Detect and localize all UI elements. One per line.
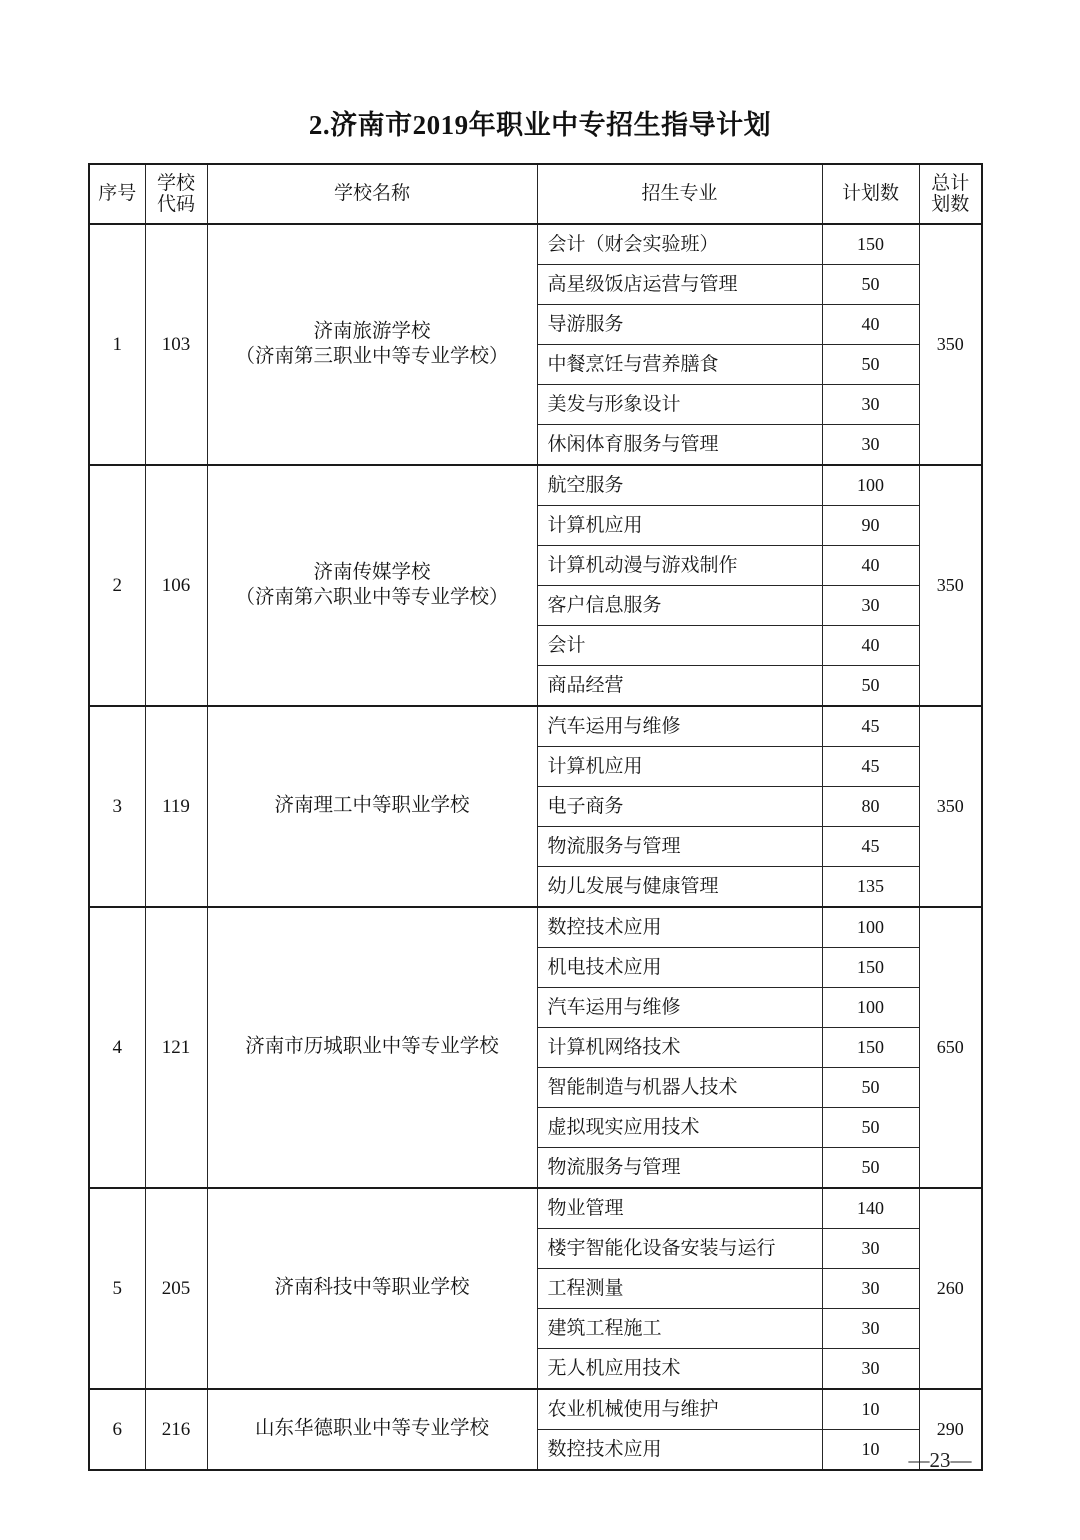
cell-major-name: 虚拟现实应用技术 <box>537 1108 822 1148</box>
column-header-total <box>919 164 982 224</box>
header-index-label: 序号 <box>98 183 137 205</box>
school-name-main: 济南科技中等职业学校 <box>274 1277 470 1299</box>
cell-plan-count: 50 <box>822 1108 919 1148</box>
cell-plan-count: 45 <box>822 706 919 747</box>
cell-total-plan: 350 <box>919 224 982 465</box>
cell-plan-count: 150 <box>822 224 919 265</box>
cell-plan-count: 30 <box>822 385 919 425</box>
cell-school-name <box>207 1188 537 1389</box>
cell-major-name: 幼儿发展与健康管理 <box>537 867 822 908</box>
cell-major-name: 机电技术应用 <box>537 948 822 988</box>
cell-plan-count: 40 <box>822 546 919 586</box>
cell-major-name: 楼宇智能化设备安装与运行 <box>537 1229 822 1269</box>
cell-major-name: 计算机应用 <box>537 747 822 787</box>
cell-major-name: 无人机应用技术 <box>537 1349 822 1390</box>
school-name-main: 济南市历城职业中等专业学校 <box>245 1036 499 1058</box>
cell-plan-count: 30 <box>822 425 919 466</box>
cell-school-code: 121 <box>145 907 207 1188</box>
cell-plan-count: 50 <box>822 1068 919 1108</box>
cell-major-name: 数控技术应用 <box>537 1430 822 1471</box>
table-row <box>89 224 982 265</box>
cell-total-plan: 350 <box>919 706 982 907</box>
cell-school-name <box>207 907 537 1188</box>
cell-major-name: 航空服务 <box>537 465 822 506</box>
cell-school-name <box>207 465 537 706</box>
cell-plan-count: 150 <box>822 948 919 988</box>
table-row <box>89 465 982 506</box>
cell-school-code: 216 <box>145 1389 207 1470</box>
cell-major-name: 计算机网络技术 <box>537 1028 822 1068</box>
table-row <box>89 1389 982 1430</box>
cell-major-name: 导游服务 <box>537 305 822 345</box>
header-school-name-label: 学校名称 <box>333 183 410 205</box>
cell-plan-count: 30 <box>822 1349 919 1390</box>
cell-school-code: 119 <box>145 706 207 907</box>
cell-major-name: 数控技术应用 <box>537 907 822 948</box>
cell-major-name: 休闲体育服务与管理 <box>537 425 822 466</box>
page-footer <box>0 1448 1080 1473</box>
cell-plan-count: 50 <box>822 1148 919 1189</box>
cell-plan-count: 30 <box>822 1229 919 1269</box>
cell-plan-count: 30 <box>822 1269 919 1309</box>
header-total-line2: 划数 <box>931 194 970 215</box>
cell-major-name: 会计 <box>537 626 822 666</box>
table-body <box>89 224 982 1470</box>
cell-plan-count: 80 <box>822 787 919 827</box>
cell-index: 4 <box>89 907 145 1188</box>
cell-major-name: 电子商务 <box>537 787 822 827</box>
cell-major-name: 计算机应用 <box>537 506 822 546</box>
cell-index: 5 <box>89 1188 145 1389</box>
column-header-school-name <box>207 164 537 224</box>
cell-plan-count: 90 <box>822 506 919 546</box>
school-name-alt: （济南第三职业中等专业学校） <box>235 345 509 367</box>
cell-major-name: 物流服务与管理 <box>537 1148 822 1189</box>
cell-school-name <box>207 224 537 465</box>
column-header-plan-count <box>822 164 919 224</box>
cell-plan-count: 50 <box>822 666 919 707</box>
cell-major-name: 汽车运用与维修 <box>537 706 822 747</box>
cell-major-name: 物流服务与管理 <box>537 827 822 867</box>
header-school-code-line2: 代码 <box>156 194 195 215</box>
school-name-main: 济南传媒学校 <box>313 562 431 584</box>
column-header-school-code <box>145 164 207 224</box>
cell-plan-count: 30 <box>822 1309 919 1349</box>
table-row <box>89 907 982 948</box>
cell-major-name: 计算机动漫与游戏制作 <box>537 546 822 586</box>
cell-plan-count: 100 <box>822 465 919 506</box>
cell-major-name: 农业机械使用与维护 <box>537 1389 822 1430</box>
cell-school-code: 205 <box>145 1188 207 1389</box>
header-school-code-line1: 学校 <box>156 172 195 194</box>
cell-major-name: 商品经营 <box>537 666 822 707</box>
cell-plan-count: 140 <box>822 1188 919 1229</box>
cell-plan-count: 40 <box>822 626 919 666</box>
cell-major-name: 高星级饭店运营与管理 <box>537 265 822 305</box>
cell-major-name: 建筑工程施工 <box>537 1309 822 1349</box>
header-total-line1: 总计 <box>931 172 970 194</box>
cell-index: 2 <box>89 465 145 706</box>
cell-index: 6 <box>89 1389 145 1470</box>
cell-plan-count: 40 <box>822 305 919 345</box>
table-row <box>89 1188 982 1229</box>
cell-plan-count: 45 <box>822 747 919 787</box>
cell-major-name: 物业管理 <box>537 1188 822 1229</box>
page-title: 2.济南市2019年职业中专招生指导计划 <box>308 110 772 140</box>
cell-major-name: 客户信息服务 <box>537 586 822 626</box>
table-header <box>89 164 982 224</box>
cell-plan-count: 135 <box>822 867 919 908</box>
enrollment-plan-table <box>88 163 983 1471</box>
cell-plan-count: 45 <box>822 827 919 867</box>
cell-total-plan: 260 <box>919 1188 982 1389</box>
cell-school-code: 106 <box>145 465 207 706</box>
cell-index: 1 <box>89 224 145 465</box>
cell-plan-count: 100 <box>822 907 919 948</box>
cell-major-name: 智能制造与机器人技术 <box>537 1068 822 1108</box>
column-header-index <box>89 164 145 224</box>
cell-index: 3 <box>89 706 145 907</box>
cell-school-code: 103 <box>145 224 207 465</box>
column-header-major <box>537 164 822 224</box>
cell-plan-count: 50 <box>822 265 919 305</box>
cell-plan-count: 30 <box>822 586 919 626</box>
school-name-main: 济南理工中等职业学校 <box>274 795 470 817</box>
school-name-main: 济南旅游学校 <box>313 321 431 343</box>
header-plan-count-label: 计划数 <box>841 183 899 205</box>
school-name-main: 山东华德职业中等专业学校 <box>254 1418 489 1440</box>
cell-major-name: 中餐烹饪与营养膳食 <box>537 345 822 385</box>
cell-major-name: 美发与形象设计 <box>537 385 822 425</box>
table-row <box>89 706 982 747</box>
cell-plan-count: 100 <box>822 988 919 1028</box>
cell-major-name: 汽车运用与维修 <box>537 988 822 1028</box>
cell-plan-count: 50 <box>822 345 919 385</box>
cell-total-plan: 290 <box>919 1389 982 1470</box>
cell-plan-count: 10 <box>822 1389 919 1430</box>
cell-school-name <box>207 706 537 907</box>
school-name-alt: （济南第六职业中等专业学校） <box>235 586 509 608</box>
cell-total-plan: 350 <box>919 465 982 706</box>
cell-major-name: 会计（财会实验班） <box>537 224 822 265</box>
cell-total-plan: 650 <box>919 907 982 1188</box>
cell-major-name: 工程测量 <box>537 1269 822 1309</box>
header-row <box>89 164 982 224</box>
cell-plan-count: 150 <box>822 1028 919 1068</box>
cell-plan-count: 10 <box>822 1430 919 1471</box>
header-major-label: 招生专业 <box>641 183 718 205</box>
page-number: —23— <box>908 1448 972 1472</box>
